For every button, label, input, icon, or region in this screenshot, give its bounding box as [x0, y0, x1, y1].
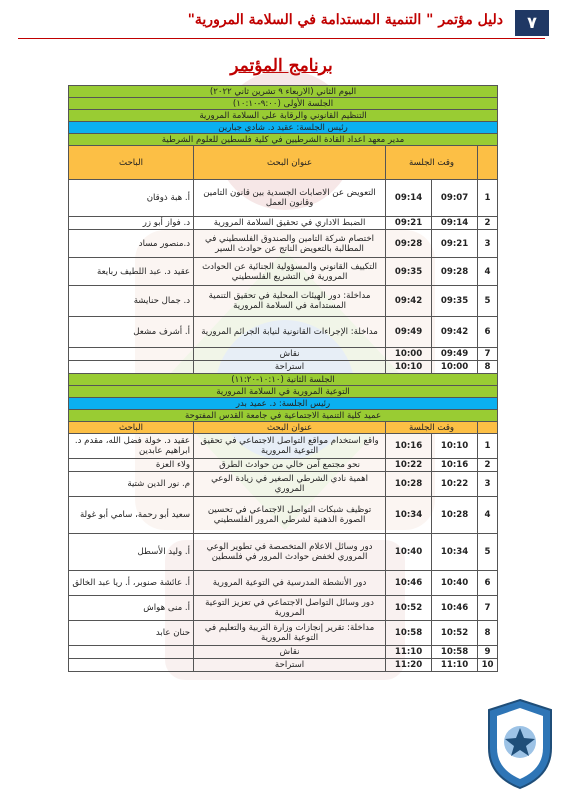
paper-title: مداخلة: الإجراءات القانونية لنيابة الجرائم المرورية	[194, 317, 386, 348]
session1-chair: رئيس الجلسة: عقيد د. شادي جبارين	[69, 122, 498, 134]
researcher-name: سعيد أبو رحمة، سامي أبو غولة	[69, 497, 194, 534]
police-seal-logo	[485, 698, 555, 790]
paper-title: واقع استخدام مواقع التواصل الاجتماعي في تحقيق التوعية المرورية	[194, 434, 386, 459]
researcher-name: ولاء العزة	[69, 459, 194, 472]
researcher-name	[69, 348, 194, 361]
end-time: 10:52	[386, 596, 432, 621]
table-row	[69, 317, 498, 348]
researcher-name	[69, 659, 194, 672]
paper-header: عنوان البحث	[194, 422, 386, 434]
row-number: 8	[478, 621, 498, 646]
row-number: 10	[478, 659, 498, 672]
start-time: 10:10	[432, 434, 478, 459]
start-time: 09:14	[432, 217, 478, 230]
end-time: 09:42	[386, 286, 432, 317]
end-time: 11:20	[386, 659, 432, 672]
table-row	[69, 596, 498, 621]
researcher-name: أ. عائشة صنوبر، أ. ريا عبد الخالق	[69, 571, 194, 596]
end-time: 10:22	[386, 459, 432, 472]
end-time: 10:00	[386, 348, 432, 361]
row-number: 9	[478, 646, 498, 659]
start-time: 10:22	[432, 472, 478, 497]
researcher-name: عقيد د. عبد اللطيف ربايعة	[69, 258, 194, 286]
researcher-header: الباحث	[69, 146, 194, 180]
table-row	[69, 571, 498, 596]
start-time: 11:10	[432, 659, 478, 672]
table-row	[69, 217, 498, 230]
header-divider	[18, 38, 545, 39]
end-time: 10:16	[386, 434, 432, 459]
end-time: 09:49	[386, 317, 432, 348]
session2-chair: رئيس الجلسة: د. عميد بدر	[69, 398, 498, 410]
row-number: 4	[478, 497, 498, 534]
start-time: 10:34	[432, 534, 478, 571]
session2-rows	[69, 434, 498, 672]
row-number: 5	[478, 286, 498, 317]
row-number: 3	[478, 230, 498, 258]
table-row	[69, 621, 498, 646]
paper-title: دور الأنشطة المدرسية في التوعية المرورية	[194, 571, 386, 596]
table-row	[69, 180, 498, 217]
day-line: اليوم الثاني (الاربعاء ٩ تشرين ثاني ٢٠٢٢)	[69, 86, 498, 98]
table-row	[69, 258, 498, 286]
session2-org: عميد كلية التنمية الاجتماعية في جامعة القدس المفتوحة	[69, 410, 498, 422]
end-time: 09:21	[386, 217, 432, 230]
session1-org: مدير معهد اعداد القادة الشرطيين في كلية فلسطين للعلوم الشرطية	[69, 134, 498, 146]
paper-title: توظيف شبكات التواصل الاجتماعي في تحسين الصورة الذهنية لشرطي المرور الفلسطيني	[194, 497, 386, 534]
start-time: 09:42	[432, 317, 478, 348]
researcher-name: عقيد د. خولة فضل الله، مقدم د. ابراهيم عابدين	[69, 434, 194, 459]
start-time: 09:28	[432, 258, 478, 286]
end-time: 09:14	[386, 180, 432, 217]
researcher-name: أ. منى هواش	[69, 596, 194, 621]
paper-header: عنوان البحث	[194, 146, 386, 180]
table-row	[69, 497, 498, 534]
researcher-name	[69, 361, 194, 374]
session2-title: الجلسة الثانية (١٠:١٠-١١:٢٠)	[69, 374, 498, 386]
start-time: 10:28	[432, 497, 478, 534]
end-time: 10:46	[386, 571, 432, 596]
researcher-name: م. نور الدين شتية	[69, 472, 194, 497]
start-time: 09:49	[432, 348, 478, 361]
row-number: 2	[478, 459, 498, 472]
session2-theme: التوعية المرورية في السلامة المرورية	[69, 386, 498, 398]
table-row	[69, 286, 498, 317]
end-time: 09:35	[386, 258, 432, 286]
row-number: 7	[478, 348, 498, 361]
table-row	[69, 459, 498, 472]
table-row	[69, 230, 498, 258]
researcher-name: د.منصور مساد	[69, 230, 194, 258]
session1-header-row	[69, 146, 498, 180]
start-time: 09:07	[432, 180, 478, 217]
end-time: 10:40	[386, 534, 432, 571]
session1-theme: التنظيم القانوني والرقابة على السلامة المرورية	[69, 110, 498, 122]
researcher-name	[69, 646, 194, 659]
paper-title: مداخلة: دور الهيئات المحلية في تحقيق التنمية المستدامة في السلامة المرورية	[194, 286, 386, 317]
end-time: 10:10	[386, 361, 432, 374]
page-number: ٧	[515, 10, 549, 36]
start-time: 10:00	[432, 361, 478, 374]
row-number: 3	[478, 472, 498, 497]
paper-title: اهمية نادي الشرطي الصغير في زيادة الوعي المروري	[194, 472, 386, 497]
start-time: 09:35	[432, 286, 478, 317]
researcher-name: د. جمال حنايشة	[69, 286, 194, 317]
start-time: 10:58	[432, 646, 478, 659]
row-number: 2	[478, 217, 498, 230]
paper-title: دور وسائل الاعلام المتخصصة في تطوير الوعي المروري لخفض حوادث المرور في فلسطين	[194, 534, 386, 571]
time-header: وقت الجلسة	[386, 146, 478, 180]
row-number: 1	[478, 434, 498, 459]
row-number: 7	[478, 596, 498, 621]
start-time: 10:40	[432, 571, 478, 596]
session1-rows	[69, 180, 498, 374]
table-row	[69, 348, 498, 361]
start-time: 10:46	[432, 596, 478, 621]
researcher-name: أ. هبة ذوقان	[69, 180, 194, 217]
paper-title: مداخلة: تقرير إنجازات وزارة التربية والتعليم في التوعية المرورية	[194, 621, 386, 646]
table-row	[69, 646, 498, 659]
row-number: 5	[478, 534, 498, 571]
end-time: 09:28	[386, 230, 432, 258]
paper-title: التعويض عن الاصابات الجسدية بين قانون التامين وقانون العمل	[194, 180, 386, 217]
table-row	[69, 534, 498, 571]
paper-title: نحو مجتمع آمن خالي من حوادث الطرق	[194, 459, 386, 472]
row-number: 1	[478, 180, 498, 217]
start-time: 09:21	[432, 230, 478, 258]
table-row	[69, 472, 498, 497]
time-header: وقت الجلسة	[386, 422, 478, 434]
paper-title: الضبط الاداري في تحقيق السلامة المرورية	[194, 217, 386, 230]
start-time: 10:16	[432, 459, 478, 472]
researcher-name: حنان عابد	[69, 621, 194, 646]
row-number: 6	[478, 571, 498, 596]
paper-title: دور وسائل التواصل الاجتماعي في تعزيز التوعية المرورية	[194, 596, 386, 621]
start-time: 10:52	[432, 621, 478, 646]
researcher-name: أ. وليد الأسطل	[69, 534, 194, 571]
table-row	[69, 434, 498, 459]
table-row	[69, 361, 498, 374]
end-time: 10:34	[386, 497, 432, 534]
end-time: 10:58	[386, 621, 432, 646]
guide-title: دليل مؤتمر " التنمية المستدامة في السلامة المرورية"	[187, 12, 503, 28]
researcher-header: الباحث	[69, 422, 194, 434]
paper-title: التكييف القانوني والمسؤولية الجنائية عن الحوادث المرورية في التشريع الفلسطيني	[194, 258, 386, 286]
row-number: 4	[478, 258, 498, 286]
paper-title: استراحة	[194, 659, 386, 672]
paper-title: نقاش	[194, 646, 386, 659]
table-row	[69, 659, 498, 672]
session1-title: الجلسة الأولى (٩:٠٠-١٠:١٠)	[69, 98, 498, 110]
researcher-name: أ. أشرف مشعل	[69, 317, 194, 348]
row-number: 8	[478, 361, 498, 374]
row-number: 6	[478, 317, 498, 348]
researcher-name: د. فواز أبو زر	[69, 217, 194, 230]
paper-title: نقاش	[194, 348, 386, 361]
end-time: 10:28	[386, 472, 432, 497]
paper-title: اختصام شركة التامين والصندوق الفلسطيني في المطالبة بالتعويض الناتج عن حوادث السير	[194, 230, 386, 258]
program-table	[68, 85, 498, 672]
paper-title: استراحة	[194, 361, 386, 374]
program-title: برنامج المؤتمر	[230, 56, 333, 76]
end-time: 11:10	[386, 646, 432, 659]
session2-header-row	[69, 422, 498, 434]
